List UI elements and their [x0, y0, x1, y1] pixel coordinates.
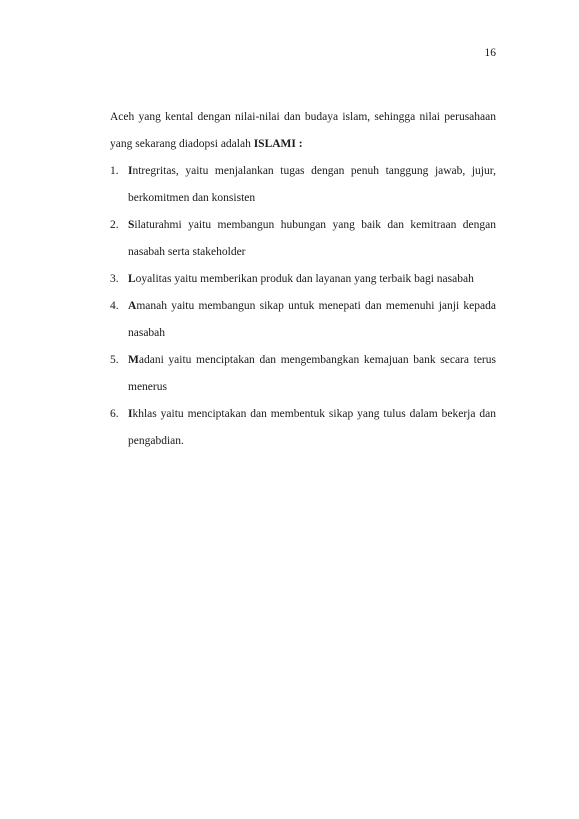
list-item: [110, 293, 496, 347]
list-item-text: khlas yaitu menciptakan dan membentuk sikap yang tulus dalam bekerja dan pengabdian.: [128, 408, 496, 447]
list-item-body: [128, 212, 496, 266]
list-item: [110, 347, 496, 401]
intro-paragraph: [110, 104, 496, 158]
document-body: [110, 104, 496, 455]
intro-line-1: Aceh yang kental dengan nilai-nilai dan budaya islam, sehingga nilai perusahaan: [110, 111, 496, 123]
islami-acronym: ISLAMI :: [253, 138, 303, 150]
page-number: 16: [484, 47, 496, 59]
list-item: [110, 158, 496, 212]
list-item-body: [128, 266, 496, 293]
list-item-number: 4.: [110, 300, 119, 312]
list-item-initial: S: [128, 219, 135, 231]
list-item-initial: L: [128, 273, 136, 285]
list-item: [110, 266, 496, 293]
list-item-text: adani yaitu menciptakan dan mengembangkan kemajuan bank secara terus menerus: [128, 354, 496, 393]
list-item-initial: M: [128, 354, 139, 366]
list-item-body: [128, 293, 496, 347]
list-item-text: manah yaitu membangun sikap untuk menepati dan memenuhi janji kepada nasabah: [128, 300, 496, 339]
list-item-number: 6.: [110, 408, 119, 420]
list-item-number: 1.: [110, 165, 119, 177]
list-item-number: 5.: [110, 354, 119, 366]
list-item-initial: I: [128, 408, 133, 420]
intro-line-2: [110, 131, 496, 158]
intro-line-2-text: yang sekarang diadopsi adalah: [110, 138, 254, 150]
list-item-body: [128, 347, 496, 401]
list-item-initial: I: [128, 165, 133, 177]
list-item: [110, 212, 496, 266]
list-item-initial: A: [128, 300, 137, 312]
list-item-text: oyalitas yaitu memberikan produk dan layanan yang terbaik bagi nasabah: [135, 273, 474, 285]
list-item-body: [128, 401, 496, 455]
list-item-text: ntregritas, yaitu menjalankan tugas dengan penuh tanggung jawab, jujur, berkomitmen dan konsisten: [128, 165, 496, 204]
list-item-number: 3.: [110, 273, 119, 285]
list-item: [110, 401, 496, 455]
list-item-body: [128, 158, 496, 212]
list-item-text: ilaturahmi yaitu membangun hubungan yang baik dan kemitraan dengan nasabah serta stakeholder: [128, 219, 496, 258]
list-item-number: 2.: [110, 219, 119, 231]
company-values-list: [110, 158, 496, 455]
